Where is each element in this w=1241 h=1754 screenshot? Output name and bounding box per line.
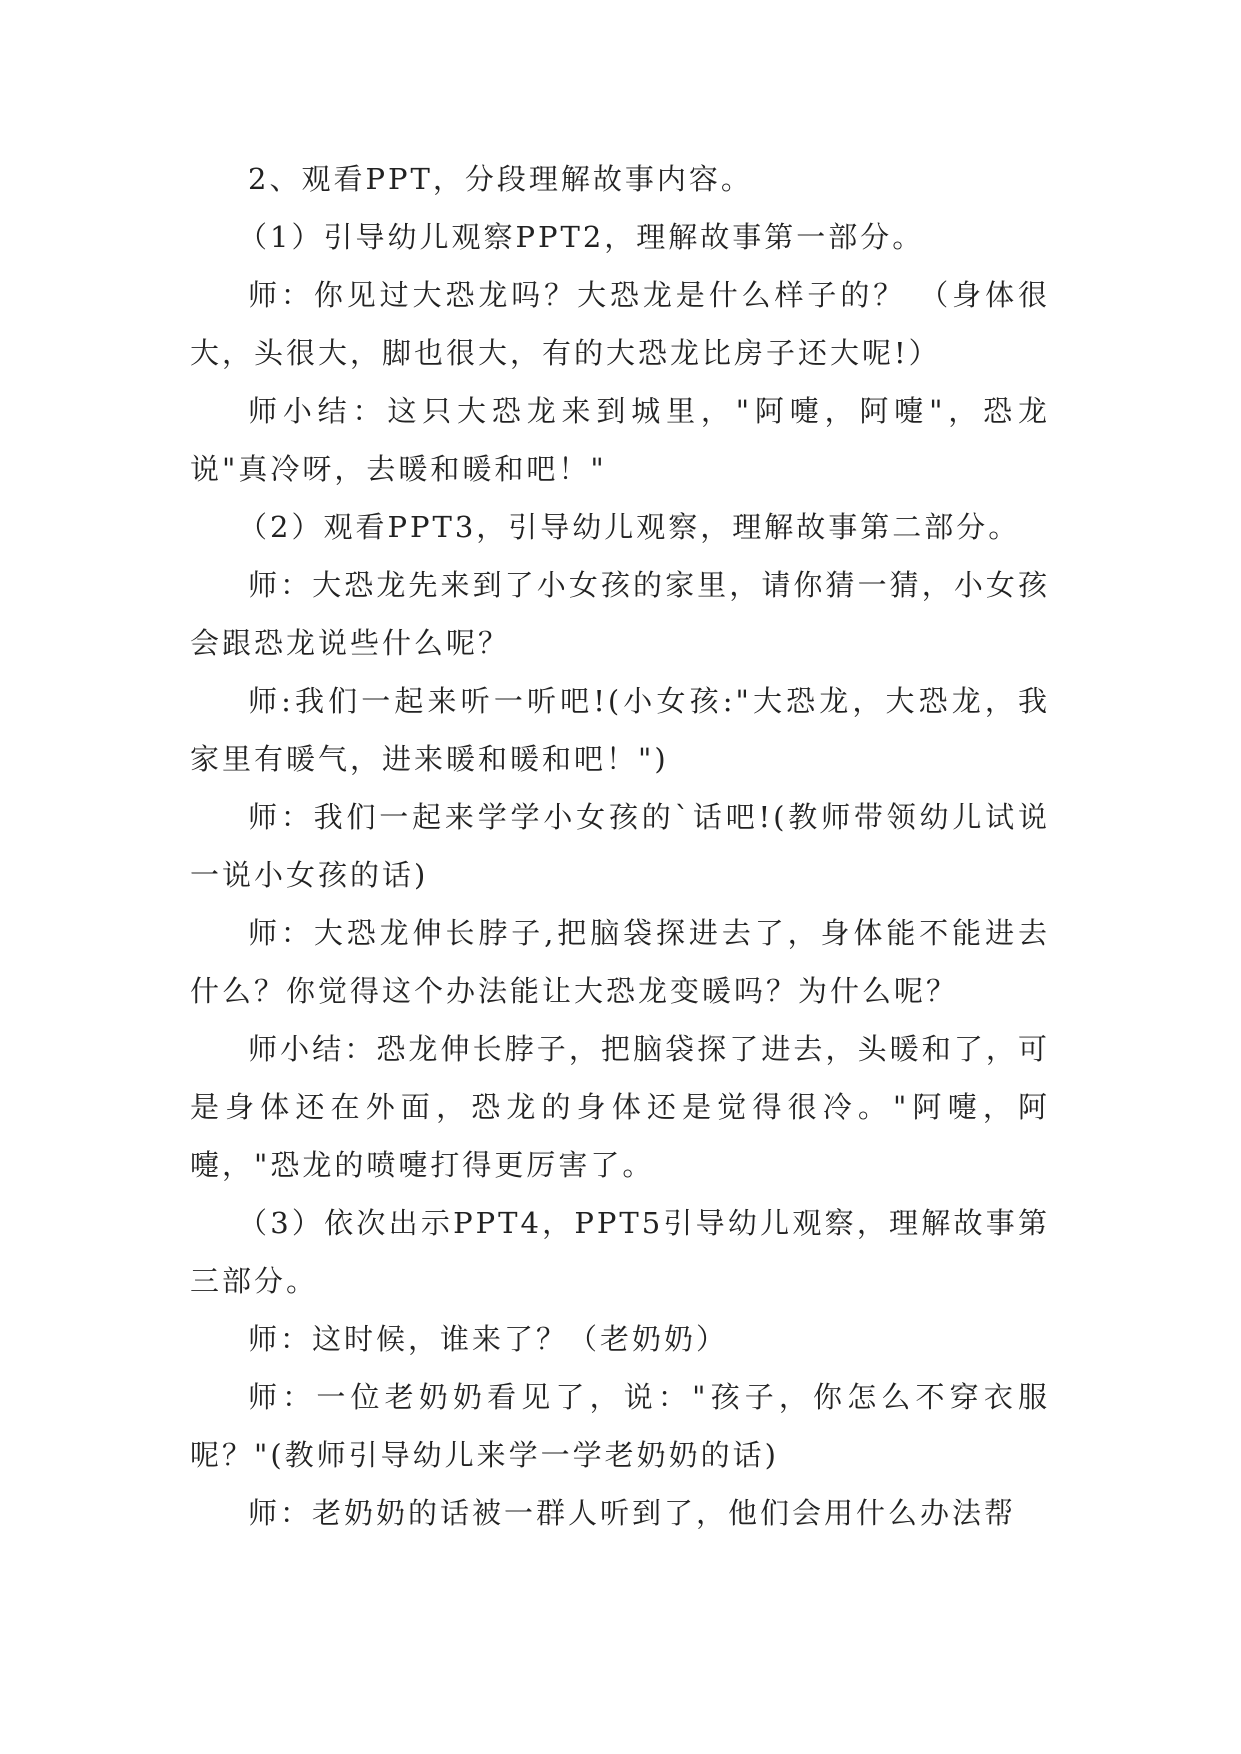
step-heading: （2）观看PPT3，引导幼儿观察，理解故事第二部分。 xyxy=(238,510,1021,544)
paragraph: 师：大恐龙先来到了小女孩的家里，请你猜一猜，小女孩会跟恐龙说些什么呢？ xyxy=(190,568,1050,660)
document-page xyxy=(190,150,1050,1542)
paragraph: 师：这时候，谁来了？（老奶奶） xyxy=(248,1322,729,1356)
paragraph: 师：我们一起来学学小女孩的`话吧!(教师带领幼儿试说一说小女孩的话) xyxy=(190,800,1050,892)
paragraph: 师:我们一起来听一听吧!(小女孩:"大恐龙，大恐龙，我家里有暖气，进来暖和暖和吧！") xyxy=(190,684,1050,776)
step-heading: （1）引导幼儿观察PPT2，理解故事第一部分。 xyxy=(238,220,925,254)
paragraph: 师小结：这只大恐龙来到城里，"阿嚏，阿嚏"，恐龙说"真冷呀，去暖和暖和吧！" xyxy=(190,394,1050,486)
paragraph: 师：你见过大恐龙吗？大恐龙是什么样子的？ （身体很大，头很大，脚也很大，有的大恐龙比房子还大呢!） xyxy=(190,278,1050,370)
step-heading: （3）依次出示PPT4，PPT5引导幼儿观察，理解故事第三部分。 xyxy=(190,1206,1050,1298)
paragraph: 师：老奶奶的话被一群人听到了，他们会用什么办法帮 xyxy=(248,1496,1017,1530)
section-heading: 2、观看PPT，分段理解故事内容。 xyxy=(248,162,753,196)
paragraph: 师小结：恐龙伸长脖子，把脑袋探了进去，头暖和了，可是身体还在外面，恐龙的身体还是觉得很冷。"阿嚏，阿嚏，"恐龙的喷嚏打得更厉害了。 xyxy=(190,1032,1050,1182)
paragraph: 师：大恐龙伸长脖子,把脑袋探进去了，身体能不能进去什么？你觉得这个办法能让大恐龙变暖吗？为什么呢？ xyxy=(190,916,1050,1008)
paragraph: 师：一位老奶奶看见了，说："孩子，你怎么不穿衣服呢？"(教师引导幼儿来学一学老奶奶的话) xyxy=(190,1380,1050,1472)
